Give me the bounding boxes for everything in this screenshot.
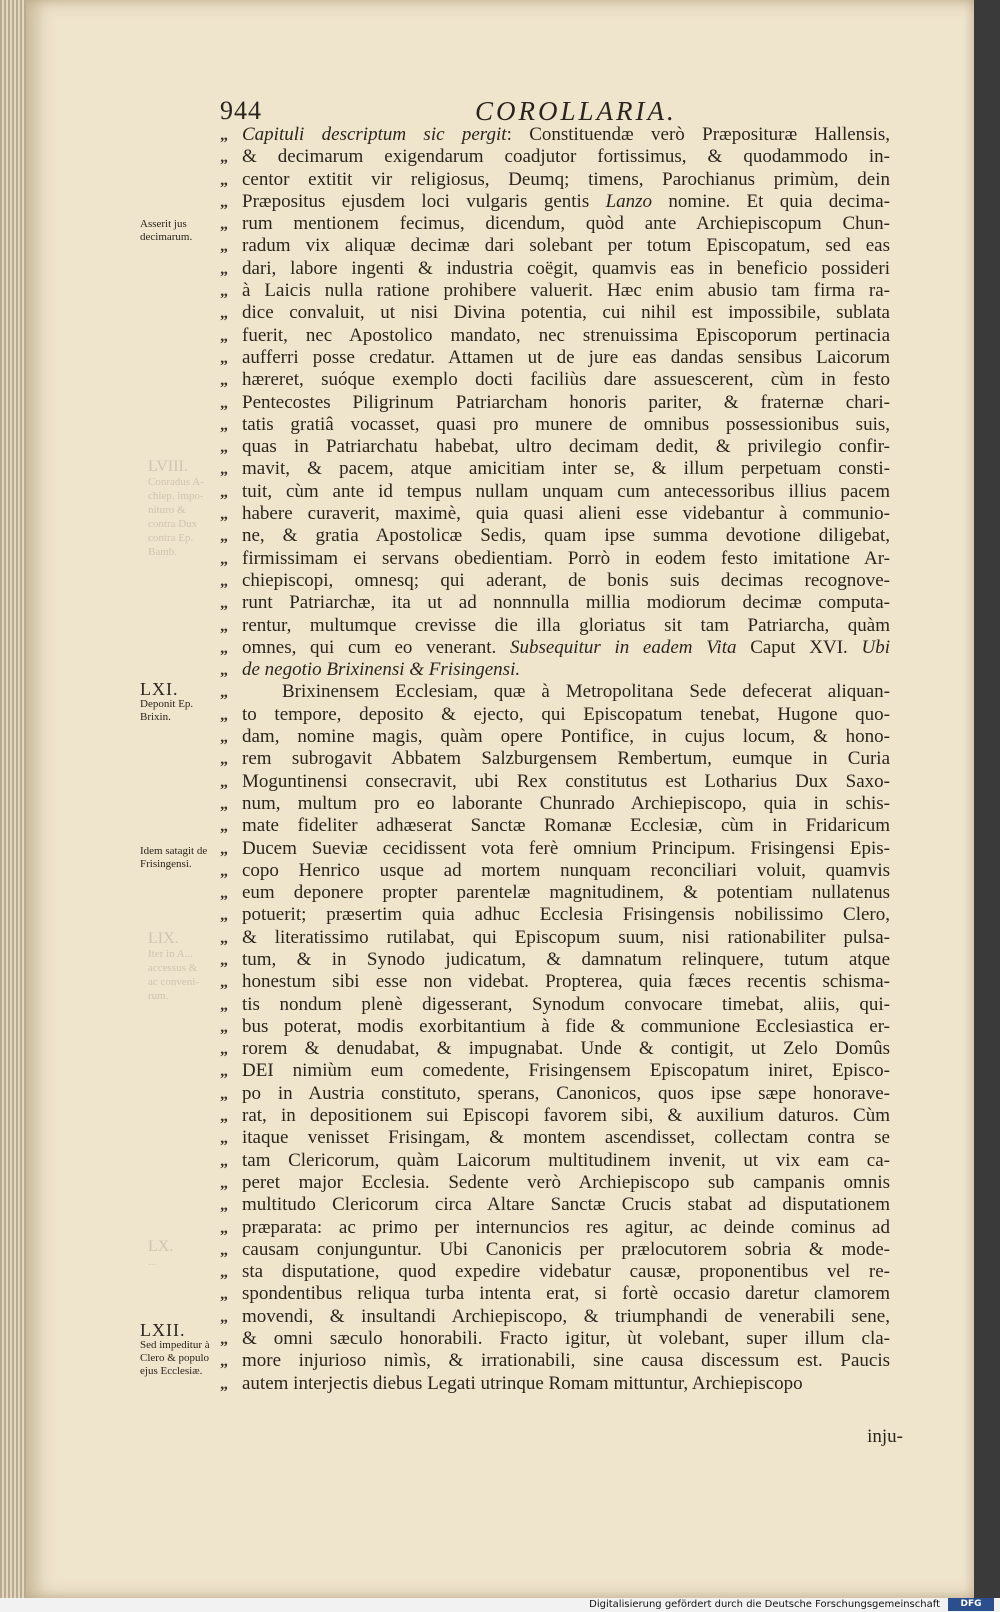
quote-mark: „ bbox=[220, 1085, 228, 1103]
line-text: Moguntinensi consecravit, ubi Rex constitutus est Lotharius Dux Saxo- bbox=[242, 770, 890, 792]
text-line bbox=[220, 503, 900, 525]
quote-mark: „ bbox=[220, 1063, 228, 1081]
line-text: centor extitit vir religiosus, Deumq; timens, Parochianus primùm, dein bbox=[242, 168, 890, 190]
line-text: rat, in depositionem sui Episcopi favorem sibi, & auxilium daturos. Cùm bbox=[242, 1105, 890, 1127]
text-line bbox=[220, 258, 900, 280]
text-line bbox=[220, 1105, 900, 1127]
quote-mark: „ bbox=[220, 1241, 228, 1259]
text-line bbox=[220, 1060, 900, 1082]
quote-mark: „ bbox=[220, 1018, 228, 1036]
line-text: bus poterat, modis exorbitantium à fide & communione Ecclesiastica er- bbox=[242, 1015, 890, 1037]
bleed-through-note: LX. ... bbox=[148, 1238, 174, 1268]
line-text: rum mentionem fecimus, dicendum, quòd ante Archiepiscopum Chun- bbox=[242, 213, 890, 235]
line-text: po in Austria constituto, sperans, Canonicos, quos ipse sæpe honorave- bbox=[242, 1082, 890, 1104]
quote-mark: „ bbox=[220, 1375, 228, 1393]
line-text: & literatissimo rutilabat, qui Episcopum suum, nisi rationabiliter pulsa- bbox=[242, 926, 890, 948]
text-line bbox=[220, 1217, 900, 1239]
quote-mark: „ bbox=[220, 305, 228, 323]
marginal-note-lxii: LXII. Sed impeditur à Clero & populo ejus Ecclesiæ. bbox=[140, 1320, 210, 1377]
running-head: COROLLARIA. bbox=[475, 96, 677, 126]
line-text: hæreret, suóque exemplo docti faciliùs dare assuescerent, cùm in festo bbox=[242, 369, 890, 391]
quote-mark: „ bbox=[220, 1041, 228, 1059]
text-line bbox=[220, 927, 900, 949]
quote-mark: „ bbox=[220, 1264, 228, 1282]
line-text: rorem & denudabat, & impugnabat. Unde & contigit, ut Zelo Domûs bbox=[242, 1038, 890, 1060]
text-line bbox=[220, 949, 900, 971]
page-header bbox=[220, 96, 900, 126]
line-text: peret major Ecclesia. Sedente verò Archiepiscopo sub campanis omnis bbox=[242, 1171, 890, 1193]
quote-mark: „ bbox=[220, 238, 228, 256]
text-line bbox=[220, 1306, 900, 1328]
text-line bbox=[220, 1239, 900, 1261]
text-line bbox=[220, 235, 900, 257]
quote-mark: „ bbox=[220, 1130, 228, 1148]
quote-mark: „ bbox=[220, 1353, 228, 1371]
quote-mark: „ bbox=[220, 773, 228, 791]
line-text: copo Henrico usque ad mortem nunquam reconciliari voluit, quamvis bbox=[242, 859, 890, 881]
quote-mark: „ bbox=[220, 1174, 228, 1192]
line-text: quas in Patriarchatu habebat, ultro decimam dedit, & privilegio confir- bbox=[242, 436, 890, 458]
text-line bbox=[220, 1016, 900, 1038]
text-line bbox=[220, 1083, 900, 1105]
line-text: more injurioso nimìs, & irrationabili, sine causa discessum est. Paucis bbox=[242, 1350, 890, 1372]
dfg-logo: DFG bbox=[948, 1598, 994, 1611]
line-text: causam conjunguntur. Ubi Canonicis per prælocutorem sobria & mode- bbox=[242, 1238, 890, 1260]
quote-mark: „ bbox=[220, 595, 228, 613]
quote-mark: „ bbox=[220, 751, 228, 769]
bleed-through-note: LVIII. Conradus A- chiep. impo- nituro & contra Dux contra Ep. Bamb. bbox=[148, 458, 204, 558]
quote-mark: „ bbox=[220, 171, 228, 189]
quote-mark: „ bbox=[220, 483, 228, 501]
line-text: tatis gratiâ vocasset, quasi pro munere de omnibus possessionibus suis, bbox=[242, 413, 890, 435]
line-text: & omni sæculo honorabili. Fracto igitur, ùt volebant, super illum cla- bbox=[242, 1328, 890, 1350]
text-line bbox=[220, 146, 900, 168]
line-text: Capituli descriptum sic pergit: Constituendæ verò Præposituræ Hallensis, bbox=[242, 124, 890, 145]
quote-mark: „ bbox=[220, 1331, 228, 1349]
text-line bbox=[220, 525, 900, 547]
text-line bbox=[220, 615, 900, 637]
text-line bbox=[220, 659, 900, 681]
text-body bbox=[220, 124, 900, 1395]
quote-mark: „ bbox=[220, 550, 228, 568]
line-text: tam Clericorum, quàm Laicorum multitudinem invenit, ut vix eam ca- bbox=[242, 1149, 890, 1171]
line-text: aufferri posse credatur. Attamen ut de jure eas dandas sensibus Laicorum bbox=[242, 346, 890, 368]
quote-mark: „ bbox=[220, 840, 228, 858]
text-line bbox=[220, 169, 900, 191]
text-line bbox=[220, 1373, 900, 1395]
quote-mark: „ bbox=[220, 506, 228, 524]
text-line bbox=[220, 971, 900, 993]
quote-mark: „ bbox=[220, 1197, 228, 1215]
line-text: to tempore, deposito & ejecto, qui Episcopatum tenebat, Hugone quo- bbox=[242, 703, 890, 725]
text-line bbox=[220, 458, 900, 480]
catchword: inju- bbox=[867, 1426, 903, 1447]
quote-mark: „ bbox=[220, 929, 228, 947]
quote-mark: „ bbox=[220, 416, 228, 434]
quote-mark: „ bbox=[220, 572, 228, 590]
marginal-note-frisingensi: Idem satagit de Frisingensi. bbox=[140, 845, 208, 870]
line-text: Ducem Sueviæ cecidissent vota ferè omnium Principum. Frisingensi Epis- bbox=[242, 837, 890, 859]
bleed-through-note: LIX. Iter in A... accessus & ac conveni- rum. bbox=[148, 930, 199, 1002]
text-line bbox=[220, 860, 900, 882]
text-line bbox=[220, 124, 900, 146]
text-line bbox=[220, 704, 900, 726]
line-text: de negotio Brixinensi & Frisingensi. bbox=[242, 659, 521, 681]
line-text: DEI nimiùm eum comedente, Frisingensem Episcopatum iniret, Episco- bbox=[242, 1060, 890, 1082]
text-line bbox=[220, 1328, 900, 1350]
line-text: num, multum pro eo laborante Chunrado Archiepiscopo, quia in schis- bbox=[242, 792, 890, 814]
text-line bbox=[220, 592, 900, 614]
text-line bbox=[220, 904, 900, 926]
line-text: dam, nomine magis, quàm opere Pontifice, in cujus locum, & hono- bbox=[242, 726, 890, 748]
marginal-note-lxi: LXI. Deponit Ep. Brixin. bbox=[140, 679, 194, 723]
marginal-note-decimae: Asserit jus decimarum. bbox=[140, 218, 193, 243]
quote-mark: „ bbox=[220, 216, 228, 234]
quote-mark: „ bbox=[220, 349, 228, 367]
text-line bbox=[220, 481, 900, 503]
quote-mark: „ bbox=[220, 684, 228, 702]
quote-mark: „ bbox=[220, 862, 228, 880]
line-text: sta disputatione, quod expedire videbatur causæ, proponentibus vel re- bbox=[242, 1261, 890, 1283]
line-text: tuit, cùm ante id tempus nullam unquam cum antecessoribus illius pacem bbox=[242, 480, 890, 502]
line-text: præparata: ac primo per internuncios res agitur, ac deinde cominus ad bbox=[242, 1216, 890, 1238]
text-line bbox=[220, 548, 900, 570]
text-line bbox=[220, 681, 900, 703]
quote-mark: „ bbox=[220, 149, 228, 167]
text-line bbox=[220, 213, 900, 235]
quote-mark: „ bbox=[220, 617, 228, 635]
text-line bbox=[220, 191, 900, 213]
text-line bbox=[220, 347, 900, 369]
quote-mark: „ bbox=[220, 1108, 228, 1126]
quote-mark: „ bbox=[220, 127, 228, 144]
line-text: firmissimam ei servans obedientiam. Porrò in eodem festo imitatione Ar- bbox=[242, 547, 890, 569]
line-text: Brixinensem Ecclesiam, quæ à Metropolitana Sede defecerat aliquan- bbox=[282, 681, 890, 703]
text-line bbox=[220, 570, 900, 592]
page-edge bbox=[0, 0, 26, 1598]
line-text: ne, & gratia Apostolicæ Sedis, quam ipse summa devotione diligebat, bbox=[242, 525, 890, 547]
quote-mark: „ bbox=[220, 260, 228, 278]
line-text: itaque venisset Frisingam, & montem ascendisset, collectam contra se bbox=[242, 1127, 890, 1149]
quote-mark: „ bbox=[220, 1286, 228, 1304]
text-line bbox=[220, 280, 900, 302]
line-text: rentur, multumque crevisse die illa gloriatus sit tam Patriarcha, quàm bbox=[242, 614, 890, 636]
text-line bbox=[220, 1194, 900, 1216]
page-number: 944 bbox=[220, 96, 262, 125]
quote-mark: „ bbox=[220, 885, 228, 903]
text-line bbox=[220, 414, 900, 436]
line-text: tum, & in Synodo judicatum, & damnatum relinquere, tutum atque bbox=[242, 948, 890, 970]
line-text: rem subrogavit Abbatem Salzburgensem Rembertum, eumque in Curia bbox=[242, 748, 890, 770]
text-line bbox=[220, 637, 900, 659]
quote-mark: „ bbox=[220, 372, 228, 390]
line-text: chiepiscopi, omnesq; qui aderant, de bonis suis decimas recognove- bbox=[242, 569, 890, 591]
text-line bbox=[220, 748, 900, 770]
quote-mark: „ bbox=[220, 996, 228, 1014]
line-text: & decimarum exigendarum coadjutor fortissimus, & quodammodo in- bbox=[242, 146, 890, 168]
text-line bbox=[220, 771, 900, 793]
text-line bbox=[220, 882, 900, 904]
line-text: potuerit; præsertim quia adhuc Ecclesia Frisingensis nobilissimo Clero, bbox=[242, 904, 890, 926]
text-line bbox=[220, 302, 900, 324]
text-line bbox=[220, 1261, 900, 1283]
text-line bbox=[220, 1172, 900, 1194]
quote-mark: „ bbox=[220, 795, 228, 813]
quote-mark: „ bbox=[220, 818, 228, 836]
text-line bbox=[220, 793, 900, 815]
quote-mark: „ bbox=[220, 193, 228, 211]
text-line bbox=[220, 1283, 900, 1305]
quote-mark: „ bbox=[220, 283, 228, 301]
line-text: Præpositus ejusdem loci vulgaris gentis Lanzo nomine. Et quia decima- bbox=[242, 190, 890, 212]
text-line bbox=[220, 392, 900, 414]
quote-mark: „ bbox=[220, 729, 228, 747]
quote-mark: „ bbox=[220, 974, 228, 992]
text-line bbox=[220, 369, 900, 391]
line-text: à Laicis nulla ratione prohibere valuerit. Hæc enim abusio tam firma ra- bbox=[242, 280, 890, 302]
quote-mark: „ bbox=[220, 662, 228, 680]
text-line bbox=[220, 726, 900, 748]
quote-mark: „ bbox=[220, 1152, 228, 1170]
line-text: tis nondum plenè digesserant, Synodum convocare timebat, aliis, qui- bbox=[242, 993, 890, 1015]
line-text: dice convaluit, ut nisi Divina potentia, cui nihil est impossibile, sublata bbox=[242, 302, 890, 324]
text-line bbox=[220, 1350, 900, 1372]
text-line bbox=[220, 1150, 900, 1172]
quote-mark: „ bbox=[220, 461, 228, 479]
line-text: runt Patriarchæ, ita ut ad nonnnulla millia modiorum decimæ computa- bbox=[242, 592, 890, 614]
quote-mark: „ bbox=[220, 706, 228, 724]
line-text: mavit, & pacem, atque amicitiam inter se, & illum perpetuam consti- bbox=[242, 458, 890, 480]
text-line bbox=[220, 994, 900, 1016]
line-text: multitudo Clericorum circa Altare Sanctæ Crucis stabat ad disputationem bbox=[242, 1194, 890, 1216]
text-line bbox=[220, 1127, 900, 1149]
line-text: movendi, & insultandi Archiepiscopo, & triumphandi de venerabili sene, bbox=[242, 1305, 890, 1327]
quote-mark: „ bbox=[220, 951, 228, 969]
footer-credit: Digitalisierung gefördert durch die Deutsche Forschungsgemeinschaft bbox=[589, 1599, 940, 1610]
line-text: mate fideliter adhæserat Sanctæ Romanæ Ecclesiæ, cùm in Fridaricum bbox=[242, 815, 890, 837]
text-line bbox=[220, 436, 900, 458]
text-line bbox=[220, 325, 900, 347]
line-text: honestum sibi esse non videbat. Propterea, quia fæces recentis schisma- bbox=[242, 971, 890, 993]
quote-mark: „ bbox=[220, 639, 228, 657]
line-text: autem interjectis diebus Legati utrinque Romam mittuntur, Archiepiscopo bbox=[242, 1372, 803, 1394]
quote-mark: „ bbox=[220, 1219, 228, 1237]
quote-mark: „ bbox=[220, 1308, 228, 1326]
quote-mark: „ bbox=[220, 907, 228, 925]
quote-mark: „ bbox=[220, 528, 228, 546]
line-text: habere curaverit, maximè, quia quasi alieni esse videbantur à communio- bbox=[242, 503, 890, 525]
line-text: spondentibus reliqua turba intenta erat, si fortè occasio daretur clamorem bbox=[242, 1283, 890, 1305]
text-line bbox=[220, 1038, 900, 1060]
quote-mark: „ bbox=[220, 394, 228, 412]
line-text: fuerit, nec Apostolico mandato, nec strenuissima Episcoporum pertinacia bbox=[242, 324, 890, 346]
quote-mark: „ bbox=[220, 439, 228, 457]
line-text: omnes, qui cum eo venerant. Subsequitur in eadem Vita Caput XVI. Ubi bbox=[242, 636, 891, 658]
line-text: radum vix aliquæ decimæ dari solebant per totum Episcopatum, sed eas bbox=[242, 235, 890, 257]
line-text: eum deponere propter parentelæ magnitudinem, & potentiam nullatenus bbox=[242, 882, 890, 904]
quote-mark: „ bbox=[220, 327, 228, 345]
text-line bbox=[220, 815, 900, 837]
text-line bbox=[220, 838, 900, 860]
line-text: dari, labore ingenti & industria coëgit, quamvis eas in beneficio possideri bbox=[242, 257, 890, 279]
line-text: Pentecostes Piligrinum Patriarcham honoris pariter, & fraternæ chari- bbox=[242, 391, 890, 413]
